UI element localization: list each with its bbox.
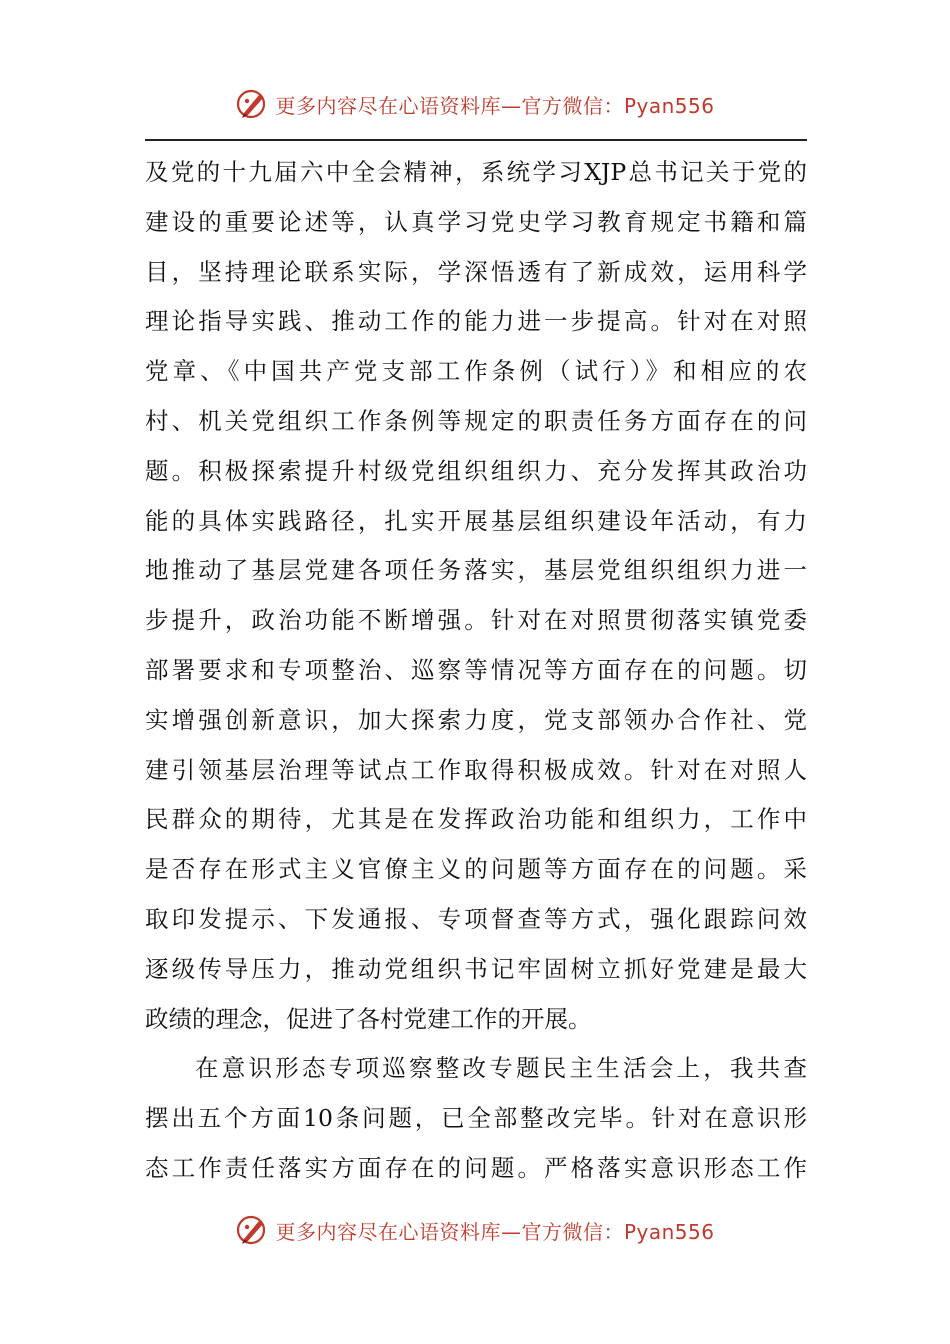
text-line: 步提升，政治功能不断增强。针对在对照贯彻落实镇党委 — [145, 606, 807, 635]
text-line: 题。积极探索提升村级党组织组织力、充分发挥其政治功 — [145, 456, 807, 485]
text-line: 理论指导实践、推动工作的能力进一步提高。针对在对照 — [145, 307, 807, 336]
header-banner — [0, 82, 950, 126]
text-line: 民群众的期待，尤其是在发挥政治功能和组织力，工作中 — [145, 805, 807, 834]
text-line: 取印发提示、下发通报、专项督查等方式，强化跟踪问效 — [145, 904, 807, 933]
text-line: 逐级传导压力，推动党组织书记牢固树立抓好党建是最大 — [145, 954, 807, 983]
text-line: 部署要求和专项整治、巡察等情况等方面存在的问题。切 — [145, 655, 807, 684]
text-line: 党章、《中国共产党支部工作条例（试行）》和相应的农 — [145, 357, 807, 386]
text-line: 能的具体实践路径，扎实开展基层组织建设年活动，有力 — [145, 506, 807, 535]
text-line: 是否存在形式主义官僚主义的问题等方面存在的问题。采 — [145, 855, 807, 884]
pen-logo-icon — [235, 87, 269, 121]
document-body — [145, 148, 807, 1194]
pen-logo-icon — [235, 1213, 269, 1247]
text-line: 目，坚持理论联系实际，学深悟透有了新成效，运用科学 — [145, 257, 807, 286]
text-line: 村、机关党组织工作条例等规定的职责任务方面存在的问 — [145, 406, 807, 435]
text-line: 实增强创新意识，加大探索力度，党支部领办合作社、党 — [145, 705, 807, 734]
text-line: 建设的重要论述等，认真学习党史学习教育规定书籍和篇 — [145, 207, 807, 236]
header-banner-text: 更多内容尽在心语资料库—官方微信：Pyan556 — [275, 93, 715, 118]
header-divider — [145, 139, 807, 141]
text-line: 地推动了基层党建各项任务落实，基层党组织组织力进一 — [145, 556, 807, 585]
text-line: 政绩的理念，促进了各村党建工作的开展。 — [145, 1004, 592, 1033]
text-line: 及党的十九届六中全会精神，系统学习XJP总书记关于党的 — [145, 158, 807, 186]
text-line: 建引领基层治理等试点工作取得积极成效。针对在对照人 — [145, 755, 807, 784]
footer-banner-text: 更多内容尽在心语资料库—官方微信：Pyan556 — [275, 1219, 715, 1244]
footer-banner — [0, 1208, 950, 1252]
text-line: 摆出五个方面10条问题，已全部整改完毕。针对在意识形 — [145, 1104, 807, 1133]
text-line: 态工作责任落实方面存在的问题。严格落实意识形态工作 — [145, 1153, 807, 1182]
paragraph-start-line: 在意识形态专项巡察整改专题民主生活会上，我共查 — [195, 1054, 807, 1083]
